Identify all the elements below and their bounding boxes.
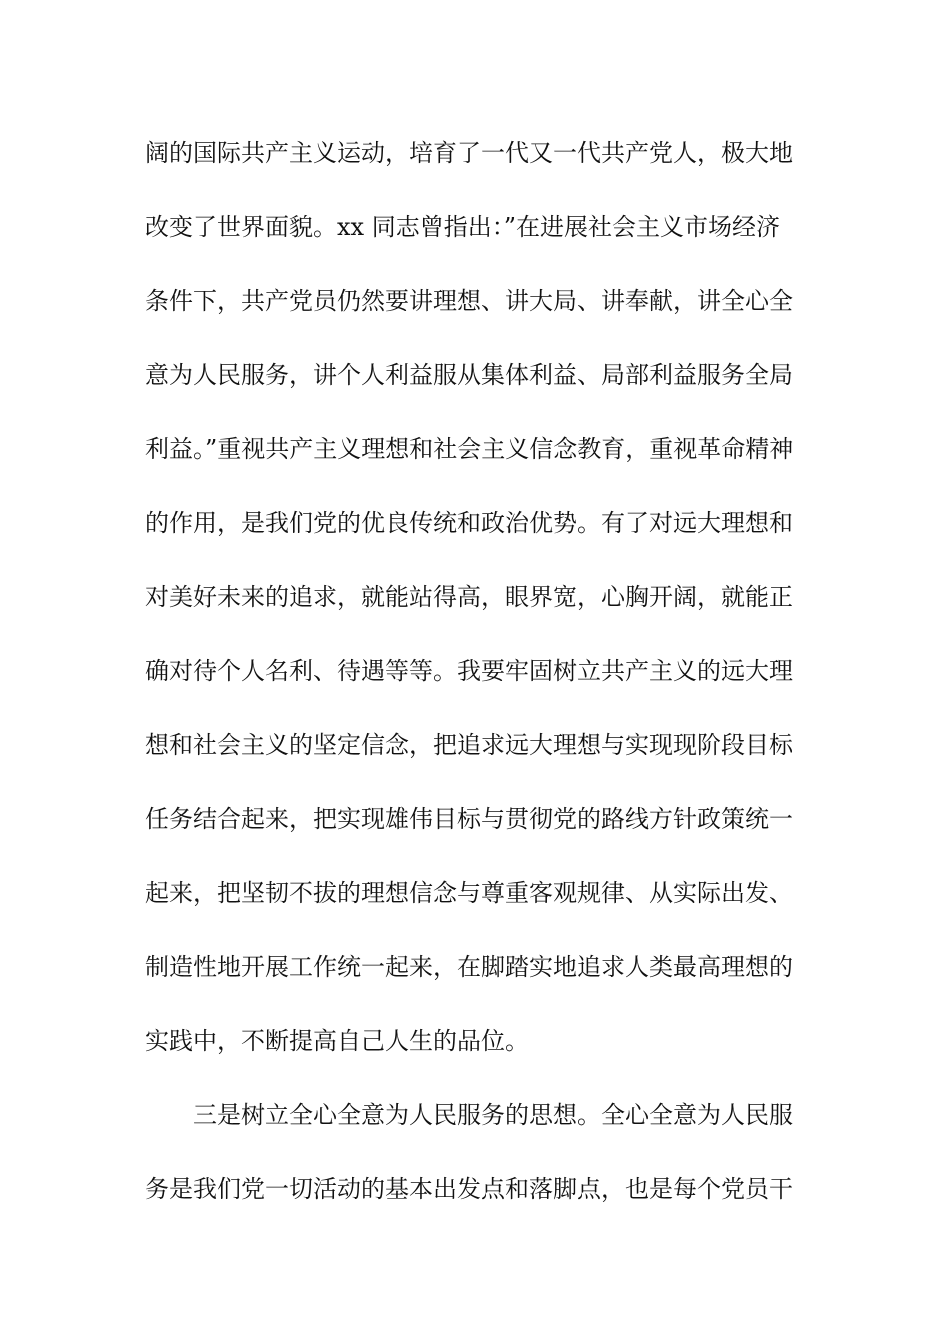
body-text	[145, 129, 815, 1239]
text-line-7: 对美好未来的追求，就能站得高，眼界宽，心胸开阔，就能正	[145, 583, 793, 611]
text-line-9: 想和社会主义的坚定信念，把追求远大理想与实现现阶段目标	[145, 731, 793, 759]
text-line-11: 起来，把坚韧不拔的理想信念与尊重客观规律、从实际出发、	[145, 879, 793, 907]
text-line-3: 条件下，共产党员仍然要讲理想、讲大局、讲奉献，讲全心全	[145, 287, 793, 315]
text-line-15: 务是我们党一切活动的基本出发点和落脚点，也是每个党员干	[145, 1175, 793, 1203]
text-line-4: 意为人民服务，讲个人利益服从集体利益、局部利益服务全局	[145, 361, 793, 389]
text-line-13: 实践中，不断提高自己人生的品位。	[145, 1027, 529, 1055]
text-line-1: 阔的国际共产主义运动，培育了一代又一代共产党人，极大地	[145, 139, 793, 167]
text-line-6: 的作用，是我们党的优良传统和政治优势。有了对远大理想和	[145, 509, 793, 537]
text-line-8: 确对待个人名利、待遇等等。我要牢固树立共产主义的远大理	[145, 657, 793, 685]
text-line-14: 三是树立全心全意为人民服务的思想。全心全意为人民服	[193, 1101, 793, 1129]
text-line-5: 利益。”重视共产主义理想和社会主义信念教育，重视革命精神	[145, 435, 794, 463]
text-line-2: 改变了世界面貌。xx 同志曾指出：”在进展社会主义市场经济	[145, 213, 780, 241]
text-line-10: 任务结合起来，把实现雄伟目标与贯彻党的路线方针政策统一	[145, 805, 793, 833]
text-line-12: 制造性地开展工作统一起来，在脚踏实地追求人类最高理想的	[145, 953, 793, 981]
